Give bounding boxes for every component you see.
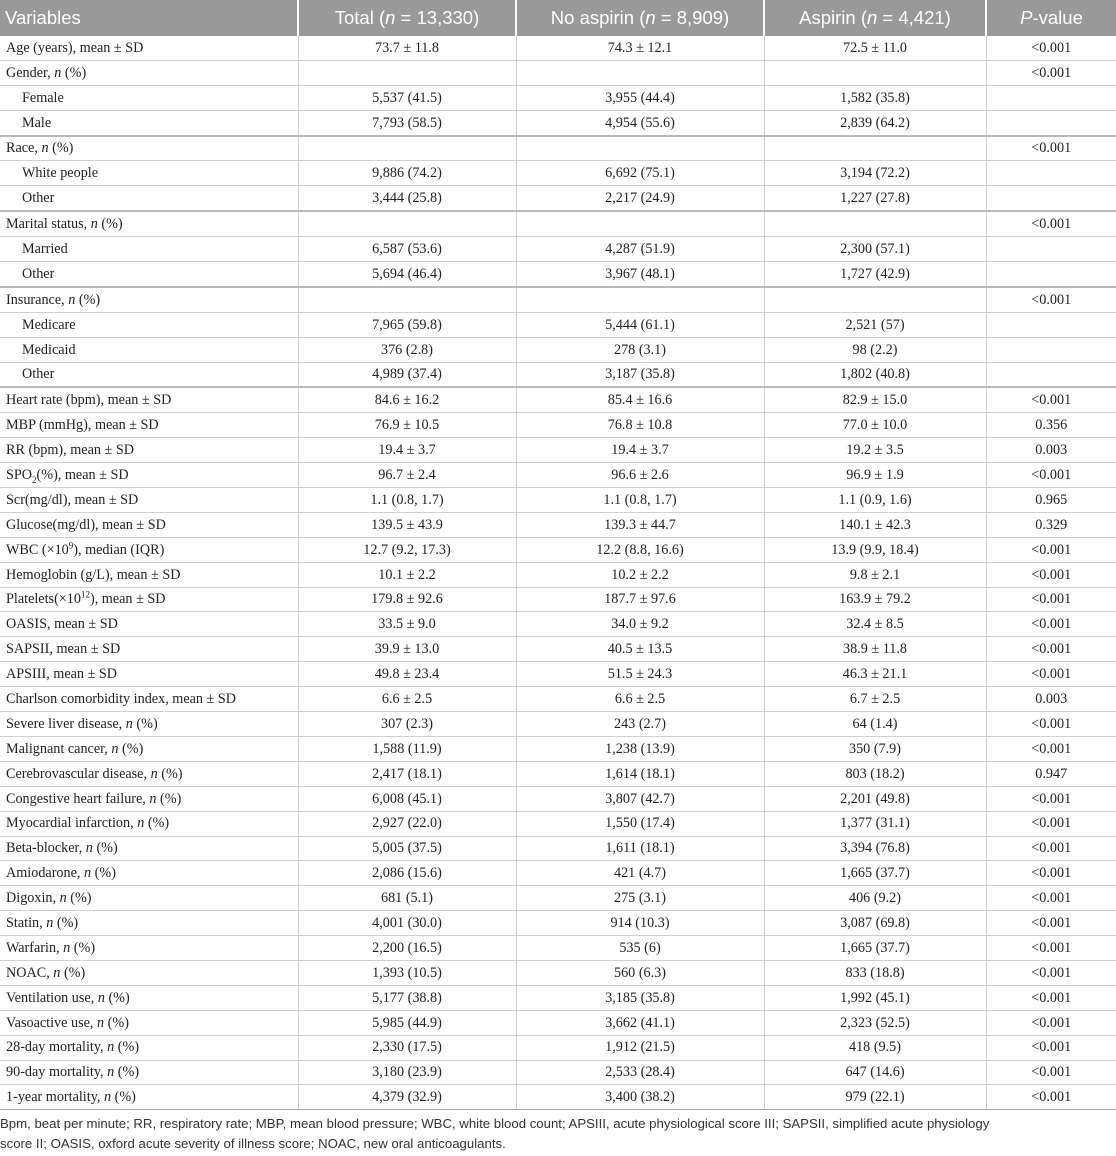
cell-variable: 28-day mortality, n (%)	[0, 1035, 298, 1060]
cell-total: 33.5 ± 9.0	[298, 612, 516, 637]
footnote-line-2: score II; OASIS, oxford acute severity of illness score; NOAC, new oral anticoagulants.	[0, 1136, 506, 1151]
cell-aspirin: 803 (18.2)	[764, 761, 986, 786]
table-row	[0, 587, 1116, 612]
cell-p-value: <0.001	[986, 836, 1116, 861]
cell-aspirin: 3,194 (72.2)	[764, 161, 986, 186]
cell-total: 7,965 (59.8)	[298, 312, 516, 337]
cell-variable: Insurance, n (%)	[0, 287, 298, 312]
table-row	[0, 463, 1116, 488]
table-row	[0, 861, 1116, 886]
cell-aspirin: 72.5 ± 11.0	[764, 36, 986, 60]
cell-no-aspirin: 278 (3.1)	[516, 337, 764, 362]
cell-total: 10.1 ± 2.2	[298, 562, 516, 587]
cell-no-aspirin: 1,550 (17.4)	[516, 811, 764, 836]
header-aspirin: Aspirin (n = 4,421)	[764, 0, 986, 36]
cell-p-value: <0.001	[986, 387, 1116, 412]
cell-total: 139.5 ± 43.9	[298, 512, 516, 537]
cell-aspirin: 13.9 (9.9, 18.4)	[764, 537, 986, 562]
cell-aspirin: 1,665 (37.7)	[764, 936, 986, 961]
cell-variable: Other	[0, 262, 298, 287]
table-row	[0, 186, 1116, 211]
table-row	[0, 637, 1116, 662]
cell-p-value	[986, 161, 1116, 186]
cell-total: 5,694 (46.4)	[298, 262, 516, 287]
table-row	[0, 911, 1116, 936]
cell-total: 73.7 ± 11.8	[298, 36, 516, 60]
cell-aspirin	[764, 60, 986, 85]
table-row	[0, 687, 1116, 712]
cell-no-aspirin: 3,967 (48.1)	[516, 262, 764, 287]
cell-aspirin: 2,839 (64.2)	[764, 110, 986, 135]
cell-p-value: <0.001	[986, 612, 1116, 637]
cell-p-value	[986, 110, 1116, 135]
table-row	[0, 612, 1116, 637]
cell-aspirin: 46.3 ± 21.1	[764, 662, 986, 687]
cell-no-aspirin: 560 (6.3)	[516, 960, 764, 985]
cell-aspirin	[764, 211, 986, 236]
cell-no-aspirin: 1,614 (18.1)	[516, 761, 764, 786]
cell-p-value: <0.001	[986, 463, 1116, 488]
cell-variable: Married	[0, 237, 298, 262]
cell-no-aspirin: 914 (10.3)	[516, 911, 764, 936]
table-row	[0, 488, 1116, 513]
cell-variable: OASIS, mean ± SD	[0, 612, 298, 637]
cell-no-aspirin: 10.2 ± 2.2	[516, 562, 764, 587]
cell-aspirin: 1,665 (37.7)	[764, 861, 986, 886]
cell-no-aspirin	[516, 287, 764, 312]
cell-total: 2,330 (17.5)	[298, 1035, 516, 1060]
cell-aspirin: 1,802 (40.8)	[764, 362, 986, 387]
table-row	[0, 438, 1116, 463]
cell-no-aspirin: 40.5 ± 13.5	[516, 637, 764, 662]
cell-variable: Statin, n (%)	[0, 911, 298, 936]
cell-variable: WBC $(\times 10^9)$, median (IQR)	[0, 537, 298, 562]
cell-total: 5,537 (41.5)	[298, 85, 516, 110]
table-row	[0, 512, 1116, 537]
table-row	[0, 811, 1116, 836]
table-row	[0, 413, 1116, 438]
table-row	[0, 1060, 1116, 1085]
cell-p-value: <0.001	[986, 211, 1116, 236]
table-row	[0, 337, 1116, 362]
cell-no-aspirin: 187.7 ± 97.6	[516, 587, 764, 612]
cell-p-value: <0.001	[986, 136, 1116, 161]
cell-p-value: <0.001	[986, 886, 1116, 911]
table-row	[0, 936, 1116, 961]
cell-variable: Marital status, n (%)	[0, 211, 298, 236]
cell-total: 681 (5.1)	[298, 886, 516, 911]
cell-aspirin: 2,323 (52.5)	[764, 1010, 986, 1035]
cell-aspirin	[764, 287, 986, 312]
cell-p-value: <0.001	[986, 786, 1116, 811]
table-row	[0, 60, 1116, 85]
cell-aspirin: 1,727 (42.9)	[764, 262, 986, 287]
cell-p-value: <0.001	[986, 587, 1116, 612]
cell-p-value: <0.001	[986, 911, 1116, 936]
cell-no-aspirin: 34.0 ± 9.2	[516, 612, 764, 637]
cell-aspirin: 1,377 (31.1)	[764, 811, 986, 836]
cell-total: 2,200 (16.5)	[298, 936, 516, 961]
cell-total: 2,927 (22.0)	[298, 811, 516, 836]
table-row	[0, 287, 1116, 312]
cell-no-aspirin: 5,444 (61.1)	[516, 312, 764, 337]
table-row	[0, 312, 1116, 337]
cell-no-aspirin: 1.1 (0.8, 1.7)	[516, 488, 764, 513]
cell-aspirin: 77.0 ± 10.0	[764, 413, 986, 438]
footnote-line-1: Bpm, beat per minute; RR, respiratory rate; MBP, mean blood pressure; WBC, white blood count; APSIII, acute physiological score III; SAPSII, simplified acute physiology	[0, 1116, 990, 1131]
cell-no-aspirin: 6,692 (75.1)	[516, 161, 764, 186]
cell-total: 1.1 (0.8, 1.7)	[298, 488, 516, 513]
cell-variable: Gender, n (%)	[0, 60, 298, 85]
cell-variable: Other	[0, 362, 298, 387]
cell-total	[298, 136, 516, 161]
table-row	[0, 237, 1116, 262]
table-row	[0, 1035, 1116, 1060]
cell-variable: Female	[0, 85, 298, 110]
cell-total: 376 (2.8)	[298, 337, 516, 362]
cell-p-value: <0.001	[986, 1035, 1116, 1060]
cell-p-value: <0.001	[986, 1010, 1116, 1035]
cell-no-aspirin	[516, 60, 764, 85]
cell-aspirin: 350 (7.9)	[764, 736, 986, 761]
table-footnote	[0, 1114, 1116, 1154]
cell-total: 6,008 (45.1)	[298, 786, 516, 811]
cell-variable: MBP (mmHg), mean ± SD	[0, 413, 298, 438]
cell-total: 84.6 ± 16.2	[298, 387, 516, 412]
cell-total: 6.6 ± 2.5	[298, 687, 516, 712]
cell-p-value: 0.965	[986, 488, 1116, 513]
cell-total: 5,005 (37.5)	[298, 836, 516, 861]
table-row	[0, 262, 1116, 287]
cell-no-aspirin: 51.5 ± 24.3	[516, 662, 764, 687]
cell-aspirin: 1,227 (27.8)	[764, 186, 986, 211]
cell-no-aspirin	[516, 136, 764, 161]
cell-total: 7,793 (58.5)	[298, 110, 516, 135]
cell-p-value: 0.003	[986, 687, 1116, 712]
cell-no-aspirin: 12.2 (8.8, 16.6)	[516, 537, 764, 562]
table-row	[0, 886, 1116, 911]
cell-variable: Myocardial infarction, n (%)	[0, 811, 298, 836]
cell-aspirin: 833 (18.8)	[764, 960, 986, 985]
table-row	[0, 136, 1116, 161]
cell-variable: Warfarin, n (%)	[0, 936, 298, 961]
cell-no-aspirin: 3,185 (35.8)	[516, 985, 764, 1010]
cell-variable: Heart rate (bpm), mean ± SD	[0, 387, 298, 412]
cell-no-aspirin: 6.6 ± 2.5	[516, 687, 764, 712]
cell-variable: Cerebrovascular disease, n (%)	[0, 761, 298, 786]
header-variables: Variables	[0, 0, 298, 36]
table-row	[0, 211, 1116, 236]
table-row	[0, 985, 1116, 1010]
table-row	[0, 786, 1116, 811]
cell-p-value: <0.001	[986, 637, 1116, 662]
cell-aspirin: 1,992 (45.1)	[764, 985, 986, 1010]
cell-p-value	[986, 362, 1116, 387]
cell-total: 3,180 (23.9)	[298, 1060, 516, 1085]
cell-total: 3,444 (25.8)	[298, 186, 516, 211]
cell-variable: 1-year mortality, n (%)	[0, 1085, 298, 1110]
cell-aspirin: 82.9 ± 15.0	[764, 387, 986, 412]
cell-total: 49.8 ± 23.4	[298, 662, 516, 687]
cell-p-value	[986, 85, 1116, 110]
cell-aspirin: 3,087 (69.8)	[764, 911, 986, 936]
cell-total	[298, 287, 516, 312]
cell-variable: Amiodarone, n (%)	[0, 861, 298, 886]
cell-p-value: <0.001	[986, 662, 1116, 687]
cell-total: 4,989 (37.4)	[298, 362, 516, 387]
cell-no-aspirin: 139.3 ± 44.7	[516, 512, 764, 537]
header-no-aspirin: No aspirin (n = 8,909)	[516, 0, 764, 36]
cell-no-aspirin: 19.4 ± 3.7	[516, 438, 764, 463]
cell-no-aspirin: 421 (4.7)	[516, 861, 764, 886]
cell-no-aspirin: 2,533 (28.4)	[516, 1060, 764, 1085]
cell-total: 4,379 (32.9)	[298, 1085, 516, 1110]
cell-aspirin: 9.8 ± 2.1	[764, 562, 986, 587]
cell-aspirin: 406 (9.2)	[764, 886, 986, 911]
cell-total: 1,588 (11.9)	[298, 736, 516, 761]
cell-variable: Medicare	[0, 312, 298, 337]
table-row	[0, 387, 1116, 412]
cell-no-aspirin: 3,955 (44.4)	[516, 85, 764, 110]
table-row	[0, 836, 1116, 861]
table-row	[0, 362, 1116, 387]
table-row	[0, 537, 1116, 562]
cell-variable: Male	[0, 110, 298, 135]
cell-no-aspirin: 4,954 (55.6)	[516, 110, 764, 135]
cell-aspirin: 38.9 ± 11.8	[764, 637, 986, 662]
cell-aspirin: 98 (2.2)	[764, 337, 986, 362]
cell-aspirin: 96.9 ± 1.9	[764, 463, 986, 488]
cell-no-aspirin: 1,611 (18.1)	[516, 836, 764, 861]
cell-p-value: <0.001	[986, 1060, 1116, 1085]
cell-aspirin: 64 (1.4)	[764, 712, 986, 737]
cell-aspirin: 1.1 (0.9, 1.6)	[764, 488, 986, 513]
cell-total: 19.4 ± 3.7	[298, 438, 516, 463]
cell-total: 76.9 ± 10.5	[298, 413, 516, 438]
cell-total: 307 (2.3)	[298, 712, 516, 737]
cell-aspirin: 32.4 ± 8.5	[764, 612, 986, 637]
table-row	[0, 662, 1116, 687]
cell-variable: White people	[0, 161, 298, 186]
cell-no-aspirin: 535 (6)	[516, 936, 764, 961]
cell-p-value: <0.001	[986, 36, 1116, 60]
cell-p-value: <0.001	[986, 712, 1116, 737]
cell-p-value	[986, 186, 1116, 211]
header-p-value: P-value	[986, 0, 1116, 36]
cell-variable: Beta-blocker, n (%)	[0, 836, 298, 861]
cell-total: 1,393 (10.5)	[298, 960, 516, 985]
table-row	[0, 761, 1116, 786]
header-total: Total (n = 13,330)	[298, 0, 516, 36]
cell-aspirin: 19.2 ± 3.5	[764, 438, 986, 463]
cell-aspirin: 3,394 (76.8)	[764, 836, 986, 861]
cell-variable: $SPO_2(\%)$, mean ± SD	[0, 463, 298, 488]
cell-variable: Medicaid	[0, 337, 298, 362]
cell-no-aspirin: 3,400 (38.2)	[516, 1085, 764, 1110]
cell-p-value: <0.001	[986, 960, 1116, 985]
cell-no-aspirin: 2,217 (24.9)	[516, 186, 764, 211]
cell-p-value: <0.001	[986, 985, 1116, 1010]
cell-variable: Hemoglobin (g/L), mean ± SD	[0, 562, 298, 587]
cell-p-value: 0.356	[986, 413, 1116, 438]
cell-aspirin: 979 (22.1)	[764, 1085, 986, 1110]
cell-aspirin: 140.1 ± 42.3	[764, 512, 986, 537]
cell-total: 2,417 (18.1)	[298, 761, 516, 786]
cell-p-value: <0.001	[986, 736, 1116, 761]
cell-p-value: 0.329	[986, 512, 1116, 537]
cell-no-aspirin: 243 (2.7)	[516, 712, 764, 737]
cell-total	[298, 211, 516, 236]
table-row	[0, 736, 1116, 761]
table-row	[0, 712, 1116, 737]
cell-no-aspirin: 3,807 (42.7)	[516, 786, 764, 811]
cell-p-value: <0.001	[986, 936, 1116, 961]
cell-variable: 90-day mortality, n (%)	[0, 1060, 298, 1085]
cell-variable: Severe liver disease, n (%)	[0, 712, 298, 737]
cell-no-aspirin	[516, 211, 764, 236]
cell-p-value	[986, 312, 1116, 337]
cell-variable: Congestive heart failure, n (%)	[0, 786, 298, 811]
table-row	[0, 1085, 1116, 1110]
cell-total: 2,086 (15.6)	[298, 861, 516, 886]
cell-p-value: <0.001	[986, 861, 1116, 886]
cell-variable: Vasoactive use, n (%)	[0, 1010, 298, 1035]
cell-p-value	[986, 337, 1116, 362]
cell-variable: SAPSII, mean ± SD	[0, 637, 298, 662]
table-row	[0, 110, 1116, 135]
table-row	[0, 161, 1116, 186]
cell-p-value: <0.001	[986, 60, 1116, 85]
cell-no-aspirin: 275 (3.1)	[516, 886, 764, 911]
table-header-row	[0, 0, 1116, 36]
cell-variable: RR (bpm), mean ± SD	[0, 438, 298, 463]
cell-no-aspirin: 76.8 ± 10.8	[516, 413, 764, 438]
table-body	[0, 36, 1116, 1110]
cell-no-aspirin: 96.6 ± 2.6	[516, 463, 764, 488]
cell-no-aspirin: 4,287 (51.9)	[516, 237, 764, 262]
cell-aspirin: 163.9 ± 79.2	[764, 587, 986, 612]
cell-p-value: <0.001	[986, 562, 1116, 587]
cell-p-value: <0.001	[986, 537, 1116, 562]
table-row	[0, 960, 1116, 985]
table-row	[0, 1010, 1116, 1035]
cell-variable: Other	[0, 186, 298, 211]
table-row	[0, 85, 1116, 110]
cell-no-aspirin: 3,662 (41.1)	[516, 1010, 764, 1035]
cell-p-value: 0.947	[986, 761, 1116, 786]
cell-variable: APSIII, mean ± SD	[0, 662, 298, 687]
cell-p-value: <0.001	[986, 287, 1116, 312]
cell-aspirin: 2,201 (49.8)	[764, 786, 986, 811]
cell-variable: Scr(mg/dl), mean ± SD	[0, 488, 298, 513]
cell-aspirin: 2,300 (57.1)	[764, 237, 986, 262]
cell-aspirin: 2,521 (57)	[764, 312, 986, 337]
cell-total: 6,587 (53.6)	[298, 237, 516, 262]
cell-no-aspirin: 85.4 ± 16.6	[516, 387, 764, 412]
cell-p-value: <0.001	[986, 811, 1116, 836]
cell-variable: Glucose(mg/dl), mean ± SD	[0, 512, 298, 537]
cell-no-aspirin: 1,912 (21.5)	[516, 1035, 764, 1060]
cell-variable: NOAC, n (%)	[0, 960, 298, 985]
cell-no-aspirin: 74.3 ± 12.1	[516, 36, 764, 60]
table-row	[0, 36, 1116, 60]
table-row	[0, 562, 1116, 587]
cell-aspirin: 1,582 (35.8)	[764, 85, 986, 110]
cell-aspirin: 6.7 ± 2.5	[764, 687, 986, 712]
cell-total: 39.9 ± 13.0	[298, 637, 516, 662]
cell-variable: Ventilation use, n (%)	[0, 985, 298, 1010]
cell-variable: Malignant cancer, n (%)	[0, 736, 298, 761]
cell-variable: $Platelets(\times 10^{12})$, mean ± SD	[0, 587, 298, 612]
cell-p-value	[986, 237, 1116, 262]
cell-variable: Digoxin, n (%)	[0, 886, 298, 911]
cell-total: 179.8 ± 92.6	[298, 587, 516, 612]
cell-variable: Charlson comorbidity index, mean ± SD	[0, 687, 298, 712]
cell-aspirin: 418 (9.5)	[764, 1035, 986, 1060]
cell-variable: Age (years), mean ± SD	[0, 36, 298, 60]
cell-total: 4,001 (30.0)	[298, 911, 516, 936]
cell-no-aspirin: 1,238 (13.9)	[516, 736, 764, 761]
cell-aspirin: 647 (14.6)	[764, 1060, 986, 1085]
cell-variable: Race, n (%)	[0, 136, 298, 161]
cell-total: 9,886 (74.2)	[298, 161, 516, 186]
cell-total: 96.7 ± 2.4	[298, 463, 516, 488]
cell-total: 5,985 (44.9)	[298, 1010, 516, 1035]
cell-p-value	[986, 262, 1116, 287]
cell-p-value: 0.003	[986, 438, 1116, 463]
cell-no-aspirin: 3,187 (35.8)	[516, 362, 764, 387]
cell-p-value: <0.001	[986, 1085, 1116, 1110]
cell-aspirin	[764, 136, 986, 161]
cell-total	[298, 60, 516, 85]
cell-total: 5,177 (38.8)	[298, 985, 516, 1010]
cell-total: 12.7 (9.2, 17.3)	[298, 537, 516, 562]
